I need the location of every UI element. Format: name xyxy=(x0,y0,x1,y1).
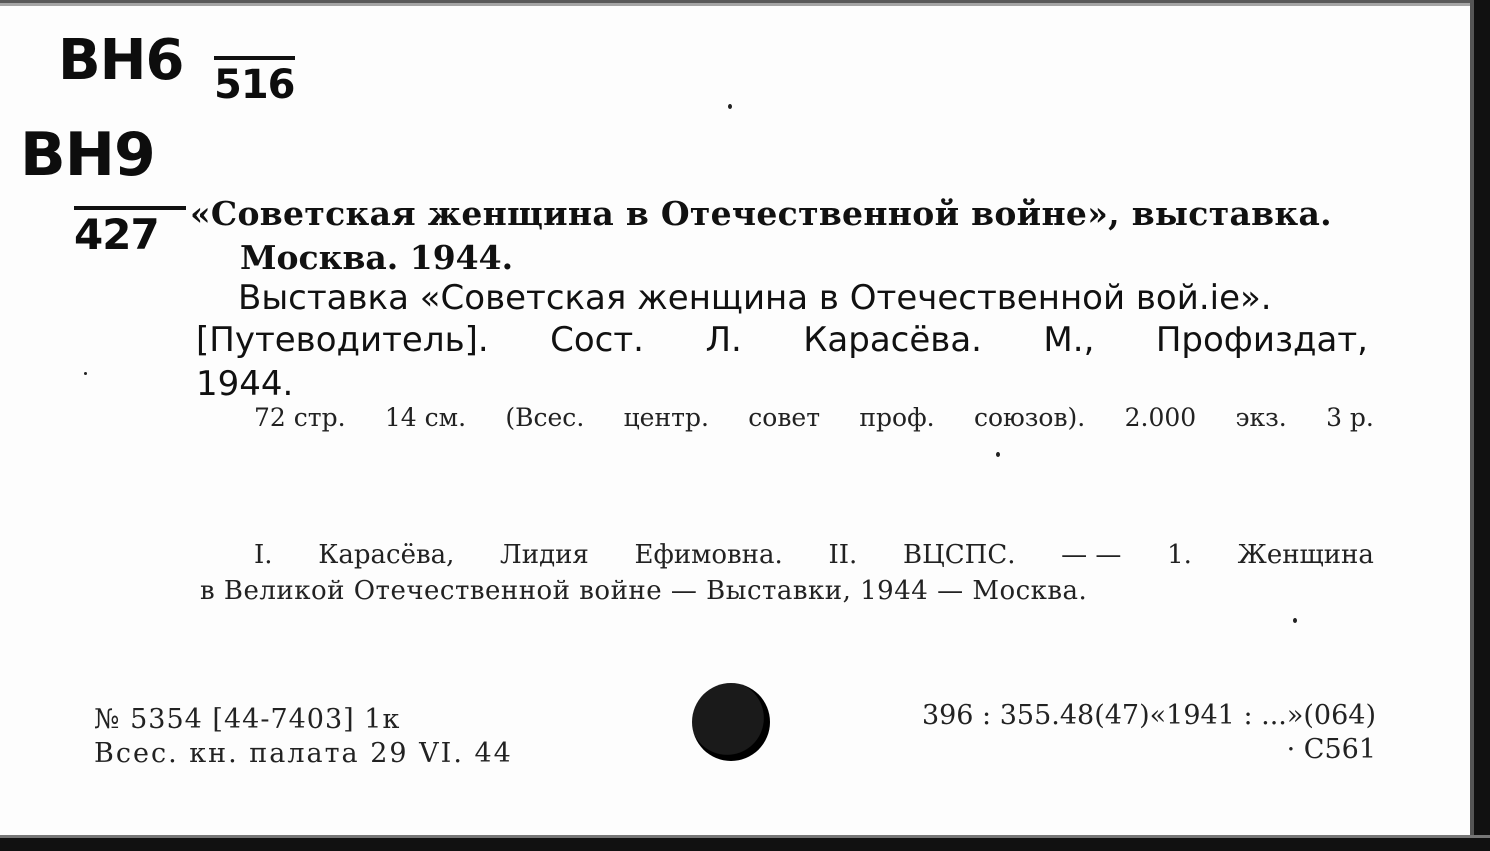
record-number: № 5354 [44-7403] 1к xyxy=(94,704,401,735)
collation-part: 14 см. xyxy=(384,403,467,432)
ink-speck xyxy=(84,372,87,375)
tracings-line-2: в Великой Отечественной войне — Выставки, 1944 — Москва. xyxy=(200,576,1088,606)
collation-part: центр. xyxy=(623,403,709,432)
tracing-part: II. xyxy=(828,540,858,570)
shelf-mark-2-number: 427 xyxy=(74,206,186,259)
tracing-part: Женщина xyxy=(1237,540,1374,570)
title-word: Л. xyxy=(705,320,742,360)
heading-line-2: Москва. 1944. xyxy=(240,238,514,277)
collation-line xyxy=(254,403,1374,432)
collation-part: 3 р. xyxy=(1326,403,1374,432)
card-bottom-edge xyxy=(0,829,1490,851)
collation-part: проф. xyxy=(859,403,935,432)
title-word: Карасёва. xyxy=(803,320,982,360)
book-chamber-date: Всес. кн. палата 29 VI. 44 xyxy=(94,738,513,769)
heading-line-1: «Советская женщина в Отечественной войне», выставка. xyxy=(190,194,1332,233)
tracing-part: I. xyxy=(254,540,273,570)
collation-part: союзов). xyxy=(973,403,1086,432)
tracing-part: Карасёва, xyxy=(318,540,455,570)
title-line-3: 1944. xyxy=(196,364,294,404)
shelf-mark-2: ВН9 xyxy=(20,120,155,190)
collation-part: экз. xyxy=(1235,403,1287,432)
ink-speck xyxy=(1293,618,1297,623)
shelf-mark-1-number: 516 xyxy=(214,56,295,108)
author-sign: · С561 xyxy=(1286,734,1376,765)
ink-speck xyxy=(996,452,1000,457)
title-line-1: Выставка «Советская женщина в Отечественной вой.іе». xyxy=(238,278,1272,318)
tracing-part: 1. xyxy=(1167,540,1192,570)
punch-hole xyxy=(692,683,770,761)
tracing-part: Ефимовна. xyxy=(634,540,783,570)
ink-speck xyxy=(728,104,732,109)
collation-part: 2.000 xyxy=(1124,403,1197,432)
card-right-edge xyxy=(1460,0,1490,851)
shelf-mark-1: ВН6 xyxy=(58,28,184,93)
collation-part: 72 стр. xyxy=(254,403,346,432)
title-word: М., xyxy=(1043,320,1095,360)
collation-part: совет xyxy=(748,403,821,432)
udc-classification: 396 : 355.48(47)«1941 : ...»(064) xyxy=(921,700,1376,731)
title-word: Профиздат, xyxy=(1155,320,1368,360)
title-word: Сост. xyxy=(550,320,644,360)
collation-part: (Всес. xyxy=(505,403,585,432)
card-top-edge xyxy=(0,0,1490,14)
title-line-2 xyxy=(196,320,1368,360)
title-word: [Путеводитель]. xyxy=(196,320,489,360)
tracings-line-1 xyxy=(254,540,1374,570)
tracing-part: Лидия xyxy=(500,540,589,570)
tracing-part: ВЦСПС. xyxy=(902,540,1016,570)
tracing-part: — — xyxy=(1061,540,1122,570)
